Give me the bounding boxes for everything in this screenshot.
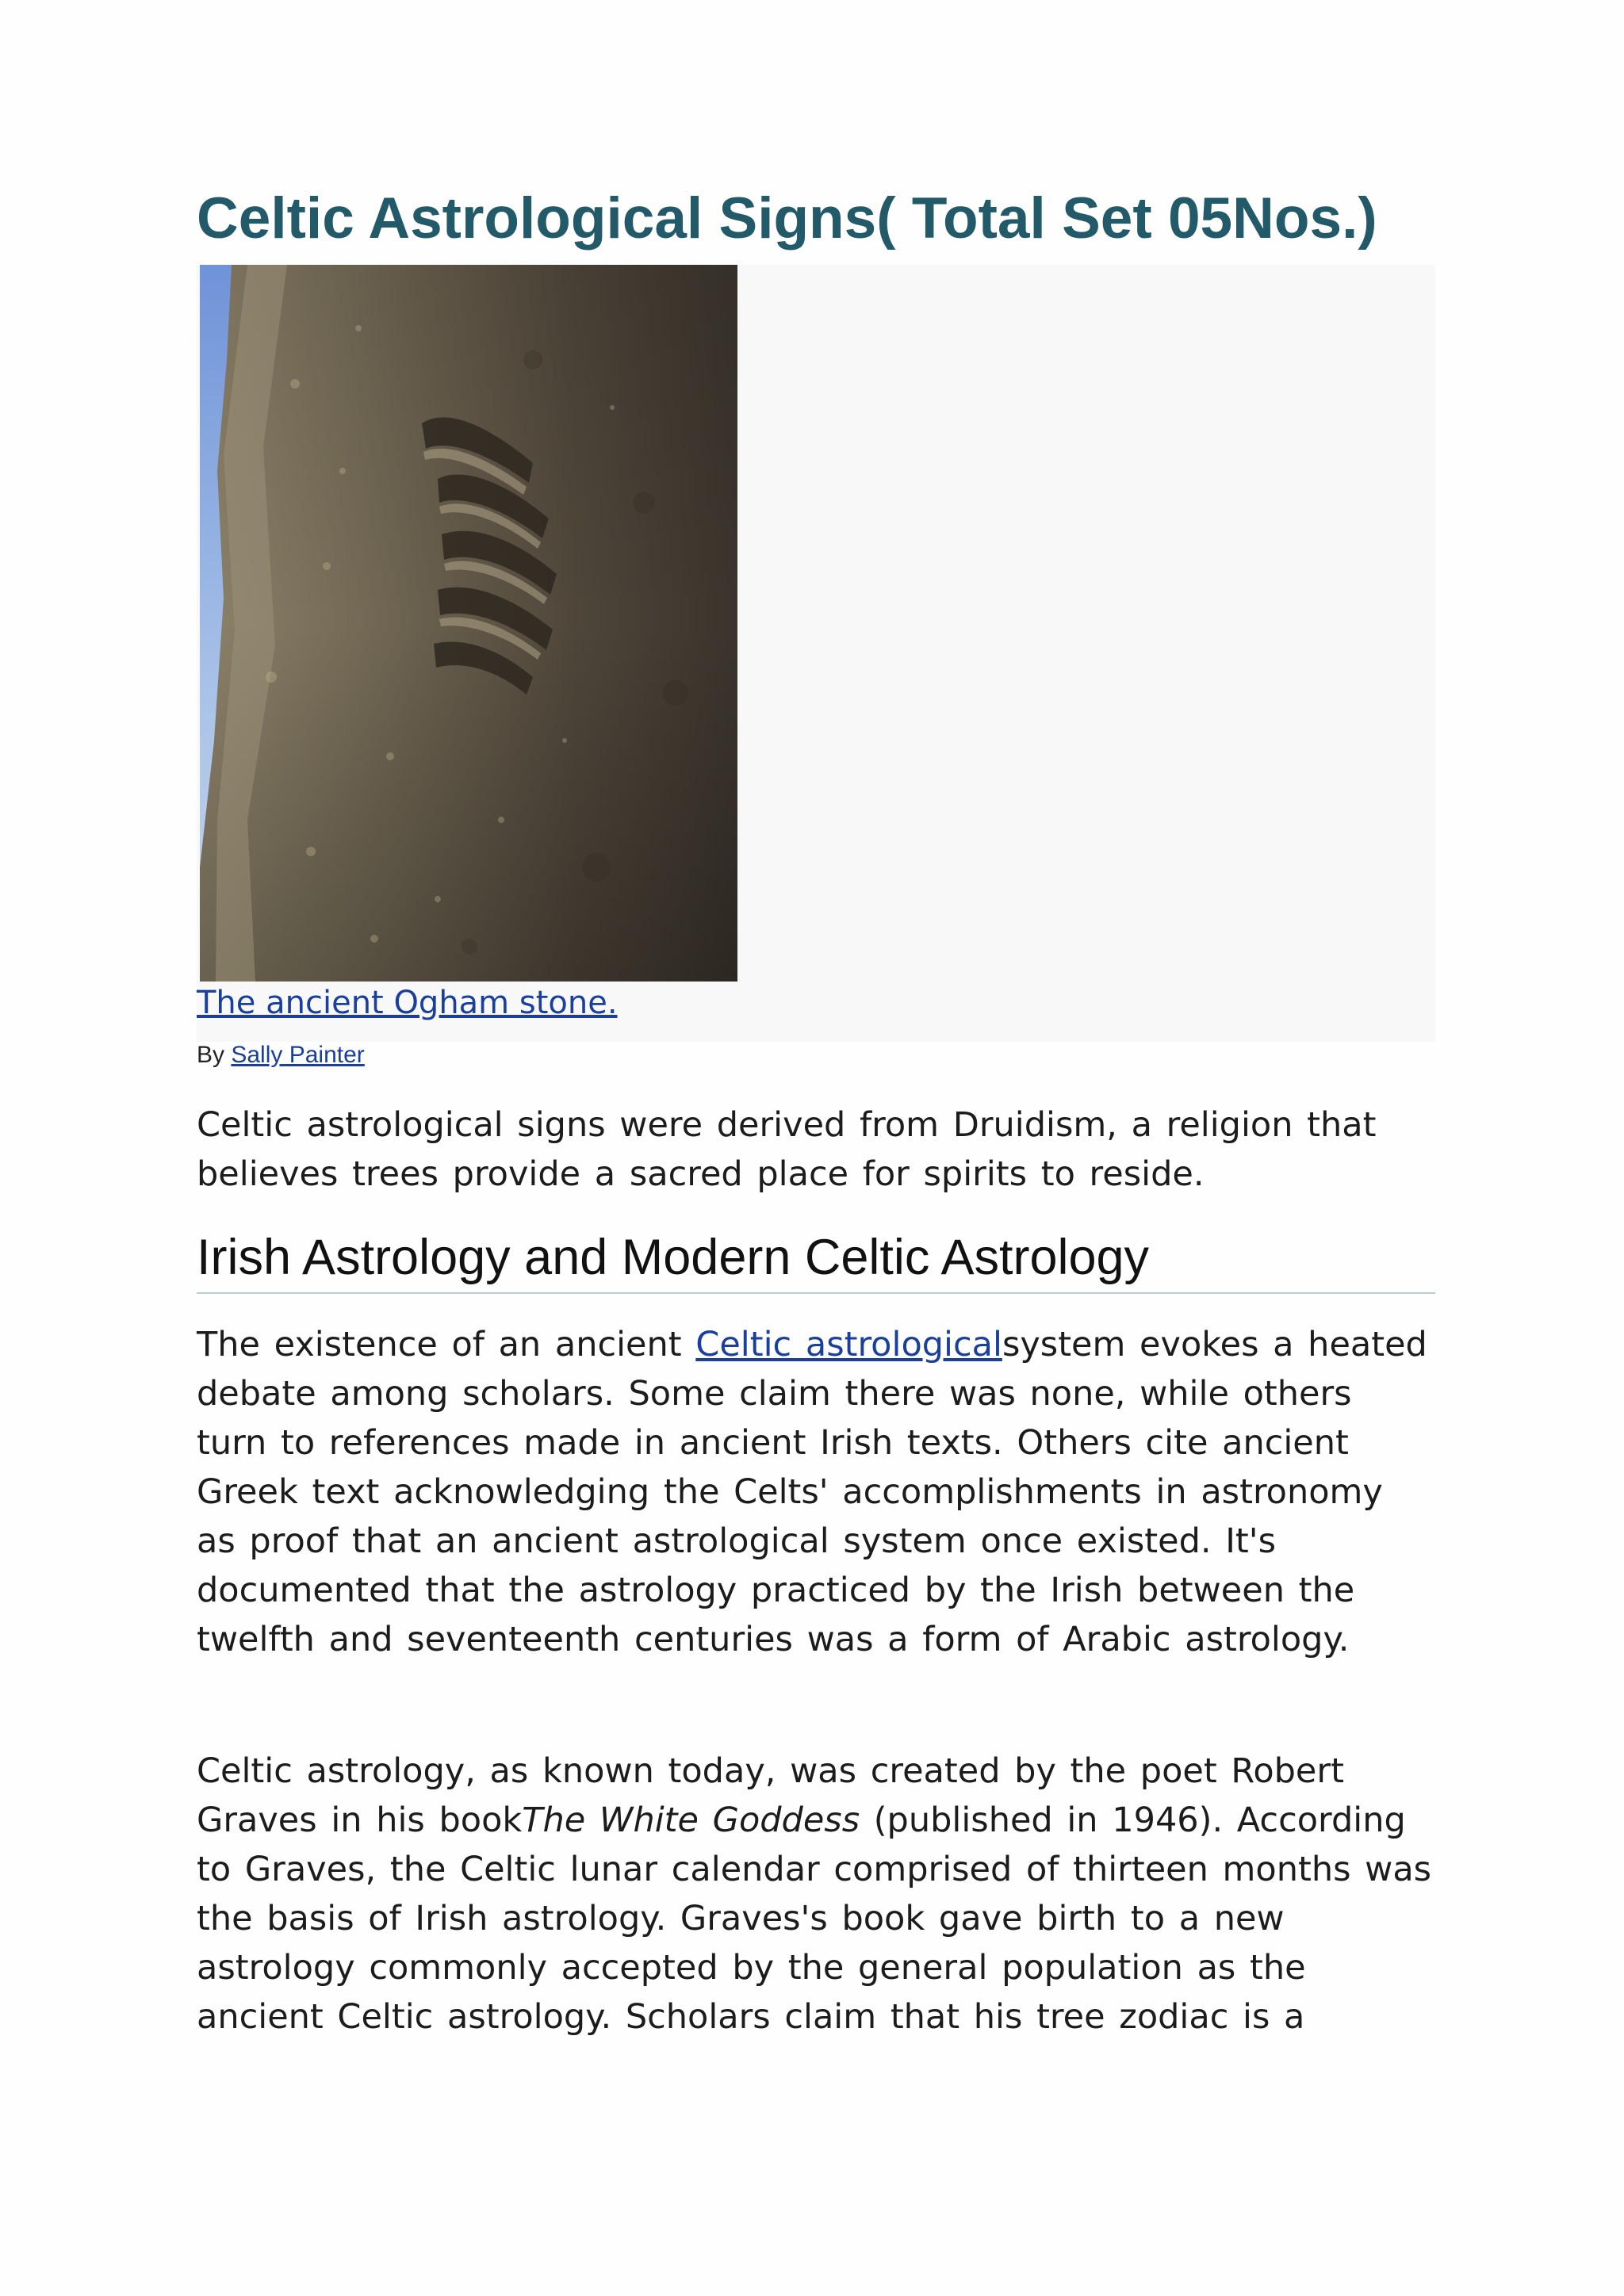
intro-paragraph: Celtic astrological signs were derived from Druidism, a religion that believes trees provide a sacred place for spirits to reside. [197, 1105, 1377, 1194]
figure [197, 265, 1435, 1042]
ogham-stone-photo-icon [200, 265, 737, 982]
byline-prefix: By [197, 1042, 225, 1068]
paragraph-text: system evokes a heated debate among scholars. Some claim there was none, while others turn to references made in ancient Irish texts. Others cite ancient Greek text acknowledging the Celts' accomplishments in astronomy as proof that an ancient astrological system once existed. It's documented that the astrology practiced by the Irish between the twelfth and seventeenth centuries was a form of Arabic astrology. [197, 1325, 1427, 1659]
byline [197, 1042, 365, 1069]
page-title: Celtic Astrological Signs( Total Set 05Nos.) [197, 186, 1377, 251]
figure-caption-link[interactable]: The ancient Ogham stone. [197, 985, 618, 1021]
author-link[interactable]: Sally Painter [231, 1042, 365, 1068]
paragraph-graves [197, 1747, 1434, 2042]
paragraph-existence [197, 1320, 1434, 1664]
celtic-astrological-link[interactable]: Celtic astrological [695, 1325, 1002, 1364]
paragraph-text: Celtic astrology, as known today, was created by the poet Robert Graves in his book [197, 1751, 1344, 1840]
paragraph-text: (published in 1946). According to Graves, the Celtic lunar calendar comprised of thirteen months was the basis of Irish astrology. Graves's book gave birth to a new astrology commonly accepted by the general population as the ancient Celtic astrology. Scholars claim that his tree zodiac is a [197, 1800, 1432, 2037]
paragraph-text: The existence of an ancient [197, 1325, 696, 1364]
book-title: The White Goddess [522, 1800, 860, 1840]
section-heading: Irish Astrology and Modern Celtic Astrology [197, 1227, 1435, 1294]
